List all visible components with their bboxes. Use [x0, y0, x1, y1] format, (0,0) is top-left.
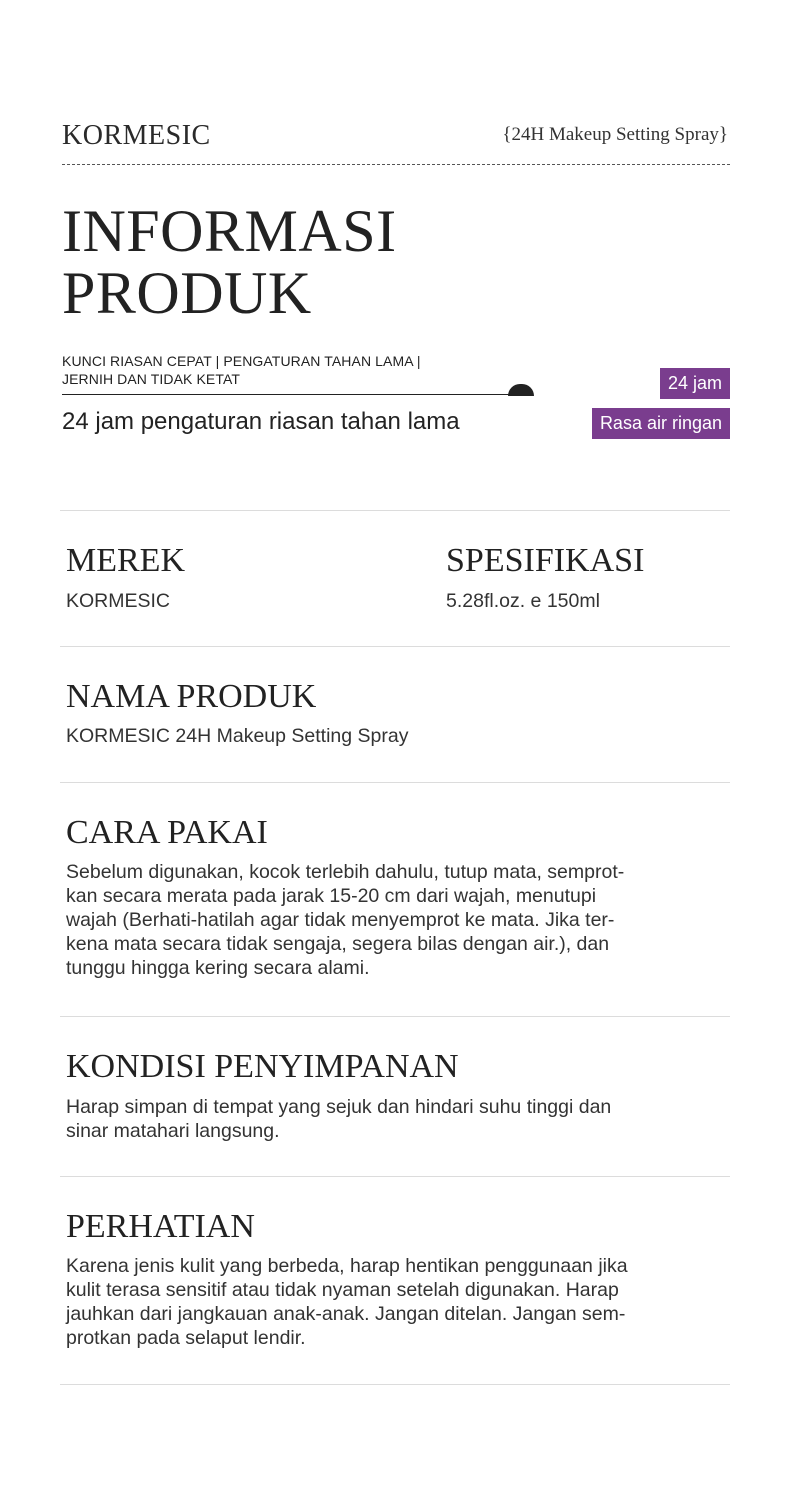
product-tag: {24H Makeup Setting Spray}	[502, 124, 728, 145]
tagline-underline	[62, 394, 532, 395]
usage-heading: CARA PAKAI	[66, 814, 268, 851]
section-divider	[60, 782, 730, 783]
section-divider	[60, 1384, 730, 1385]
product-name-value: KORMESIC 24H Makeup Setting Spray	[66, 725, 409, 747]
usage-line: wajah (Berhati-hatilah agar tidak menyemprot ke mata. Jika ter-	[66, 909, 615, 931]
section-divider	[60, 510, 730, 511]
section-divider	[60, 646, 730, 647]
badge-24-jam: 24 jam	[660, 368, 730, 399]
product-name-heading: NAMA PRODUK	[66, 678, 317, 715]
caution-text	[66, 1254, 726, 1350]
page-title-line-2: PRODUK	[62, 260, 312, 326]
page-title-line-1: INFORMASI	[62, 198, 397, 264]
brand-value: KORMESIC	[66, 590, 171, 612]
caution-line: protkan pada selaput lendir.	[66, 1327, 306, 1349]
usage-line: Sebelum digunakan, kocok terlebih dahulu, tutup mata, semprot-	[66, 861, 625, 883]
section-divider	[60, 1016, 730, 1017]
usage-line: kena mata secara tidak sengaja, segera bilas dengan air.), dan	[66, 933, 610, 955]
section-divider	[60, 1176, 730, 1177]
caution-line: kulit terasa sensitif atau tidak nyaman setelah digunakan. Harap	[66, 1279, 619, 1301]
usage-line: tunggu hingga kering secara alami.	[66, 957, 370, 979]
storage-line: Harap simpan di tempat yang sejuk dan hindari suhu tinggi dan	[66, 1096, 612, 1118]
header-divider	[62, 164, 730, 165]
storage-heading: KONDISI PENYIMPANAN	[66, 1048, 459, 1085]
brand-logo: KORMESIC	[62, 120, 211, 151]
caution-heading: PERHATIAN	[66, 1208, 255, 1245]
page-title	[62, 200, 397, 324]
usage-line: kan secara merata pada jarak 15-20 cm dari wajah, menutupi	[66, 885, 597, 907]
usage-text	[66, 860, 726, 980]
spec-value: 5.28fl.oz. e 150ml	[446, 590, 600, 612]
subtitle: 24 jam pengaturan riasan tahan lama	[62, 408, 460, 435]
tagline: KUNCI RIASAN CEPAT | PENGATURAN TAHAN LAMA | JERNIH DAN TIDAK KETAT	[62, 353, 421, 387]
caution-line: jauhkan dari jangkauan anak-anak. Jangan ditelan. Jangan sem-	[66, 1303, 626, 1325]
badge-light-water: Rasa air ringan	[592, 408, 730, 439]
storage-line: sinar matahari langsung.	[66, 1120, 280, 1142]
spec-heading: SPESIFIKASI	[446, 542, 645, 579]
caution-line: Karena jenis kulit yang berbeda, harap hentikan penggunaan jika	[66, 1255, 628, 1277]
tagline-underline-cap	[508, 384, 534, 396]
brand-heading: MEREK	[66, 542, 185, 579]
storage-text	[66, 1095, 726, 1143]
